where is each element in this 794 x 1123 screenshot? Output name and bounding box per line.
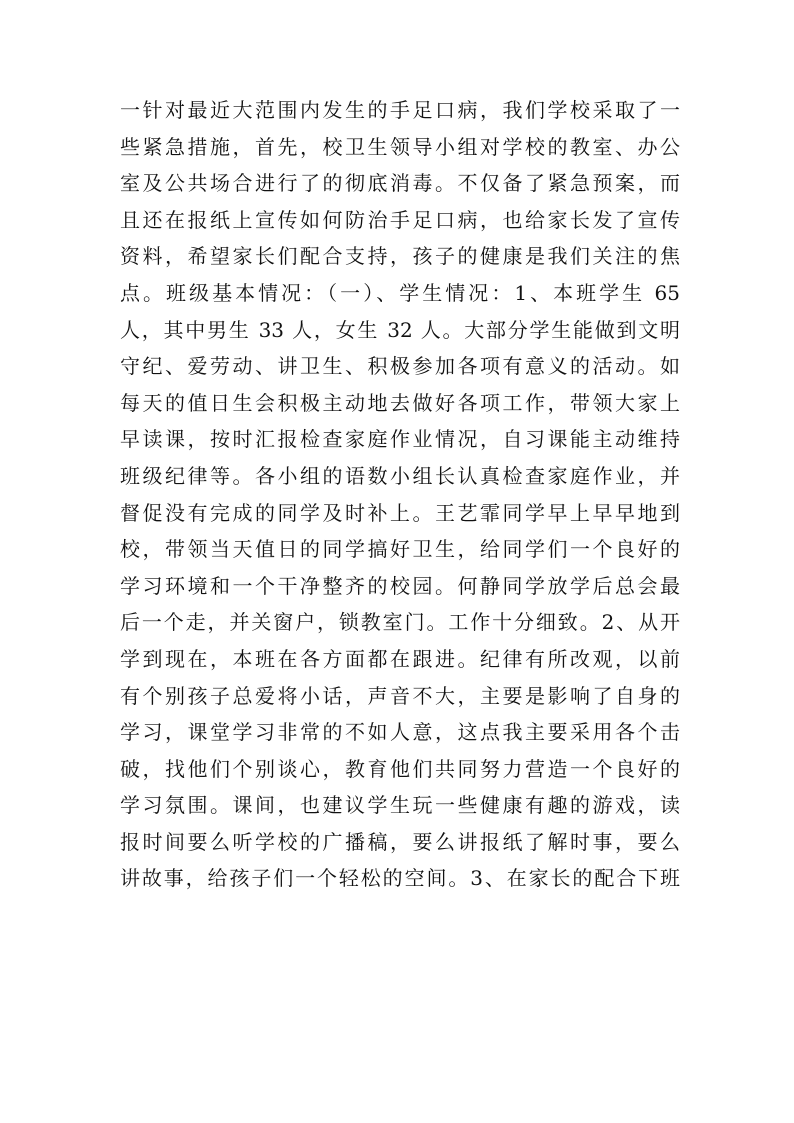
text-line: 学到现在，本班在各方面都在跟进。纪律有所改观，以前 bbox=[120, 646, 680, 671]
text-line: 室及公共场合进行了的彻底消毒。不仅备了紧急预案，而 bbox=[120, 171, 680, 196]
text-line: 学习氛围。课间，也建议学生玩一些健康有趣的游戏，读 bbox=[120, 793, 680, 818]
text-line: 些紧急措施，首先，校卫生领导小组对学校的教室、办公 bbox=[120, 134, 680, 159]
text-line: 且还在报纸上宣传如何防治手足口病，也给家长发了宣传 bbox=[120, 207, 680, 232]
text-line: 班级纪律等。各小组的语数小组长认真检查家庭作业，并 bbox=[120, 463, 680, 488]
body-paragraph bbox=[120, 92, 680, 897]
text-line: 人，其中男生 33 人，女生 32 人。大部分学生能做到文明 bbox=[120, 317, 680, 342]
text-line: 资料，希望家长们配合支持，孩子的健康是我们关注的焦 bbox=[120, 244, 680, 269]
text-line: 点。班级基本情况：（一）、学生情况：1、本班学生 65 bbox=[120, 280, 680, 305]
text-line: 校，带领当天值日的同学搞好卫生，给同学们一个良好的 bbox=[120, 537, 680, 562]
text-line: 每天的值日生会积极主动地去做好各项工作，带领大家上 bbox=[120, 390, 680, 415]
text-line: 一针对最近大范围内发生的手足口病，我们学校采取了一 bbox=[120, 98, 680, 122]
text-line: 督促没有完成的同学及时补上。王艺霏同学早上早早地到 bbox=[120, 500, 680, 525]
text-line: 破，找他们个别谈心，教育他们共同努力营造一个良好的 bbox=[120, 756, 680, 781]
text-line: 学习，课堂学习非常的不如人意，这点我主要采用各个击 bbox=[120, 720, 680, 745]
text-line: 守纪、爱劳动、讲卫生、积极参加各项有意义的活动。如 bbox=[120, 354, 680, 379]
text-line: 学习环境和一个干净整齐的校园。何静同学放学后总会最 bbox=[120, 573, 680, 598]
text-line: 有个别孩子总爱将小话，声音不大，主要是影响了自身的 bbox=[120, 683, 680, 708]
text-line: 报时间要么听学校的广播稿，要么讲报纸了解时事，要么 bbox=[120, 829, 680, 854]
text-line: 讲故事，给孩子们一个轻松的空间。3、在家长的配合下班 bbox=[120, 866, 680, 891]
text-line: 后一个走，并关窗户，锁教室门。工作十分细致。2、从开 bbox=[120, 610, 680, 635]
text-line: 早读课，按时汇报检查家庭作业情况，自习课能主动维持 bbox=[120, 427, 680, 452]
